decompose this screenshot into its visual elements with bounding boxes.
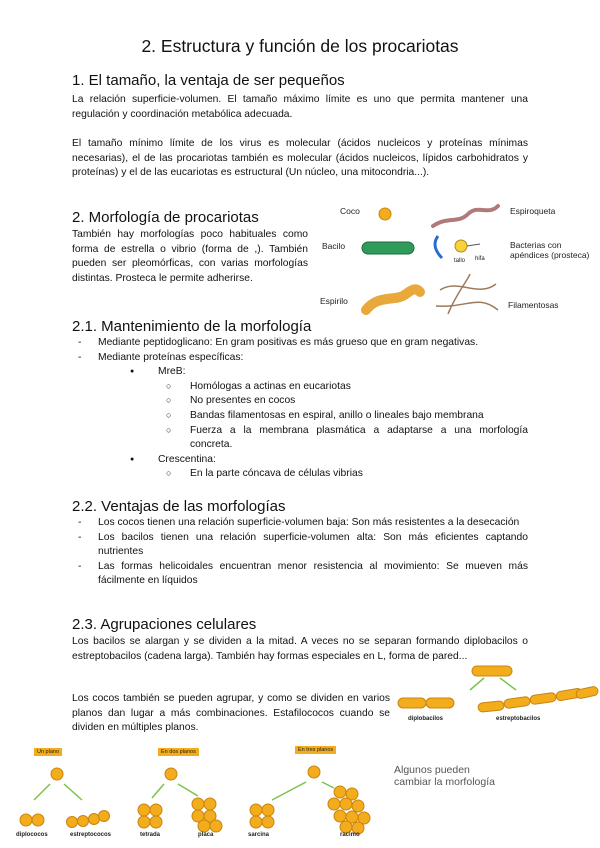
label-filamentosas: Filamentosas xyxy=(508,300,559,310)
sarcina-cell xyxy=(262,816,274,828)
handwritten-note: Algunos pueden cambiar la morfología xyxy=(394,764,495,788)
label-diplobacilos: diplobacilos xyxy=(408,716,444,722)
cluster-cell xyxy=(328,798,340,810)
streptococcus-cell xyxy=(67,817,78,828)
section-2-heading: 2. Morfología de procariotas xyxy=(72,209,259,226)
section-1-paragraph-2: El tamaño mínimo límite de los virus es molecular (ácidos nucleicos y proteínas mínimas necesarias), el de las procariotas también es molecular (ácidos nucleicos, lípidos carbohidratos y proteínas) y el de las eucariotas es estructural (Un núcleo, una mitocondria...). xyxy=(72,138,528,179)
tetrad-cell xyxy=(150,804,162,816)
tetrad-cell xyxy=(138,816,150,828)
plate-cell xyxy=(204,798,216,810)
section-2-3-paragraph-1: Los bacilos se alargan y se dividen a la mitad. A veces no se separan formando diplobacilos o estreptobacilos (cadena larga). También hay formas especiales en L, forma de pared... xyxy=(72,636,528,662)
tag-dos-planos: En dos planos xyxy=(158,748,199,756)
sarcina-cell xyxy=(250,804,262,816)
arrows xyxy=(34,782,334,800)
diplobacillus-cell xyxy=(398,698,426,708)
sarcina-cell xyxy=(250,816,262,828)
list-item: - Mediante proteínas específicas: xyxy=(72,351,528,366)
spirillum-cell xyxy=(366,289,420,310)
list-item: ○ No presentes en cocos xyxy=(72,394,528,409)
streptococcus-cell xyxy=(99,811,110,822)
appendage-cell xyxy=(435,236,442,258)
cluster-cell xyxy=(334,786,346,798)
tetrad-cell xyxy=(138,804,150,816)
coccus-cell xyxy=(165,768,177,780)
section-2-3-heading: 2.3. Agrupaciones celulares xyxy=(72,616,257,633)
streptobacillus-cell xyxy=(478,701,505,713)
label-placa: placa xyxy=(198,832,214,838)
bacillus-cell xyxy=(362,242,414,254)
cocci-drawings xyxy=(0,744,390,840)
streptobacillus-cell xyxy=(575,686,598,699)
plate-cell xyxy=(192,798,204,810)
section-2-2-heading: 2.2. Ventajas de las morfologías xyxy=(72,498,286,515)
streptobacillus-cell xyxy=(530,692,557,705)
tetrad-cell xyxy=(150,816,162,828)
label-diplococos: diplococos xyxy=(16,832,48,838)
label-sarcina: sarcina xyxy=(248,832,270,838)
prostheca-cell xyxy=(455,240,467,252)
label-espirilo: Espirilo xyxy=(320,296,348,306)
plate-cell xyxy=(198,820,210,832)
list-item: - Las formas helicoidales encuentran menor resistencia al movimiento: Se mueven más fácilmente en líquidos xyxy=(72,560,528,589)
list-item: - Los bacilos tienen una relación superficie-volumen alta: Son más eficientes captando nutrientes xyxy=(72,531,528,560)
section-2-1-heading: 2.1. Mantenimiento de la morfología xyxy=(72,318,312,335)
label-coco: Coco xyxy=(340,206,360,216)
section-2-paragraph: También hay morfologías poco habituales como forma de estrella o vibrio (forma de ,). También pueden ser pleomórficas, con varias morfologías distintas. Prosteca le permite adherirse. xyxy=(72,229,308,284)
label-estreptobacilos: estreptobacilos xyxy=(496,716,541,722)
list-item: ○ En la parte cóncava de células vibrias xyxy=(72,467,528,482)
section-2-3-paragraph-2: Los cocos también se pueden agrupar, y como se dividen en varios planos dan lugar a más combinaciones. Estafilococos cuando se dividen en múltiples planos. xyxy=(72,693,390,734)
label-espiroqueta: Espiroqueta xyxy=(510,206,556,216)
section-2-2-list xyxy=(72,516,528,589)
label-estreptococos: estreptococos xyxy=(70,832,112,838)
coccus-cell xyxy=(51,768,63,780)
spirochete-cell xyxy=(433,206,498,226)
tag-un-plano: Un plano xyxy=(34,748,62,756)
diplobacillus-cell xyxy=(426,698,454,708)
page-title: 2. Estructura y función de los procariotas xyxy=(141,36,459,56)
section-2-1-list xyxy=(72,336,528,482)
cluster-cell xyxy=(340,798,352,810)
morphology-figure xyxy=(318,198,600,316)
diplococcus-cell xyxy=(20,814,32,826)
list-item-crescentina: ● Crescentina: xyxy=(72,453,528,468)
label-racimo: racimo xyxy=(340,832,360,838)
streptococcus-cell xyxy=(78,816,89,827)
section-1-paragraph-1: La relación superficie-volumen. El tamaño máximo límite es uno que permita mantener una regulación y coordinación metabólica adecuada. xyxy=(72,94,528,120)
list-item: - Mediante peptidoglicano: En gram positivas es más grueso que en gram negativas. xyxy=(72,336,528,351)
coccus-cell xyxy=(379,208,391,220)
cluster-cell xyxy=(352,800,364,812)
list-item: ○ Homólogas a actinas en eucariotas xyxy=(72,380,528,395)
list-item: ○ Bandas filamentosas en espiral, anillo o lineales bajo membrana xyxy=(72,409,528,424)
streptococcus-cell xyxy=(89,814,100,825)
label-hifa: hifa xyxy=(475,256,485,262)
list-item-mreb: ● MreB: xyxy=(72,365,528,380)
diplococcus-cell xyxy=(32,814,44,826)
list-item: - Los cocos tienen una relación superficie-volumen baja: Son más resistentes a la desecación xyxy=(72,516,528,531)
label-tetrada: tetrada xyxy=(140,832,161,838)
label-apendices: Bacterias con apéndices (prosteca) xyxy=(510,240,590,260)
filament-cells xyxy=(436,274,498,314)
cocci-grouping-figure xyxy=(0,744,600,848)
bacilli-drawings xyxy=(396,660,600,720)
section-1-heading: 1. El tamaño, la ventaja de ser pequeños xyxy=(72,72,345,89)
bacillus-single xyxy=(472,666,512,676)
label-bacilo: Bacilo xyxy=(322,241,346,251)
tag-tres-planos: En tres planos xyxy=(295,746,336,754)
list-item: ○ Fuerza a la membrana plasmática a adaptarse a una morfología concreta. xyxy=(72,424,528,453)
bacilli-grouping-figure xyxy=(396,660,600,730)
streptobacillus-cell xyxy=(504,696,531,709)
plate-cell xyxy=(210,820,222,832)
coccus-cell xyxy=(308,766,320,778)
label-tallo: tallo xyxy=(454,258,466,264)
sarcina-cell xyxy=(262,804,274,816)
cluster-cell xyxy=(334,810,346,822)
